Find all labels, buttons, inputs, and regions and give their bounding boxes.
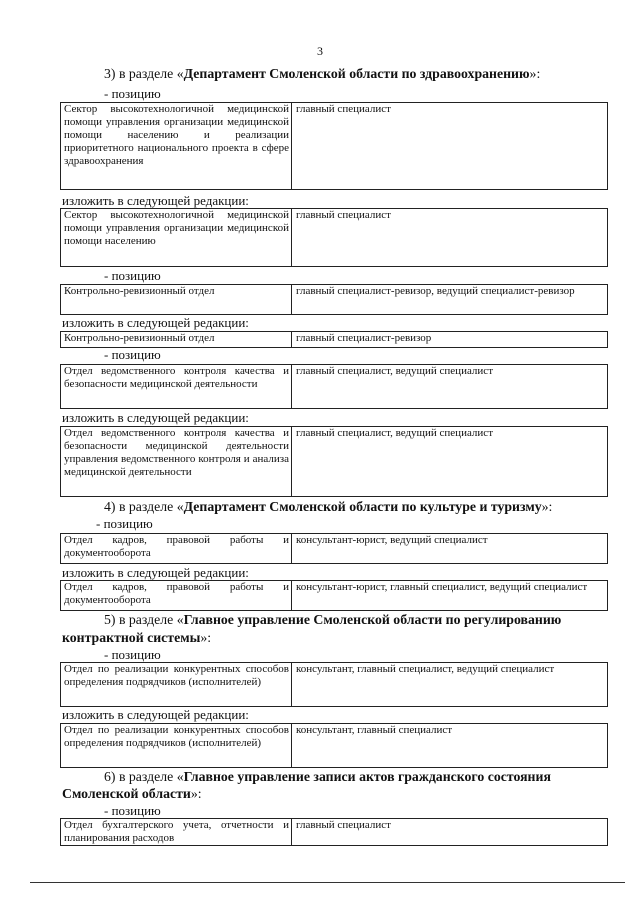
department-cell: Отдел ведомственного контроля качества и безопасности медицинской деятельности управления ведомственного контроля и анализа медицинской деятельности: [61, 427, 292, 496]
section-3-heading: 3) в разделе «Департамент Смоленской области по здравоохранению»:: [104, 66, 541, 81]
department-cell: Контрольно-ревизионный отдел: [61, 285, 292, 314]
table-row: [60, 208, 608, 267]
position-label: - позицию: [96, 516, 153, 531]
position-label: - позицию: [104, 803, 161, 818]
section-5-heading-line2: контрактной системы»:: [62, 630, 212, 645]
table-row: [60, 284, 608, 315]
edit-label: изложить в следующей редакции:: [62, 565, 249, 580]
page-number: 3: [317, 44, 323, 58]
edit-label: изложить в следующей редакции:: [62, 315, 249, 330]
department-cell: Отдел кадров, правовой работы и документооборота: [61, 534, 292, 563]
positions-cell: главный специалист: [296, 103, 391, 115]
positions-cell: главный специалист: [296, 819, 391, 831]
positions-cell: главный специалист, ведущий специалист: [296, 365, 494, 377]
table-row: [60, 426, 608, 497]
position-label: - позицию: [104, 268, 161, 283]
table-row: [60, 580, 608, 611]
position-label: - позицию: [104, 647, 161, 662]
edit-label: изложить в следующей редакции:: [62, 410, 249, 425]
department-cell: Отдел ведомственного контроля качества и безопасности медицинской деятельности: [61, 365, 292, 408]
edit-label: изложить в следующей редакции:: [62, 707, 249, 722]
positions-cell: главный специалист-ревизор: [296, 332, 432, 344]
positions-cell: консультант-юрист, ведущий специалист: [296, 534, 488, 546]
page-bottom-rule: [30, 882, 625, 883]
section-4-heading: 4) в разделе «Департамент Смоленской области по культуре и туризму»:: [104, 499, 553, 514]
department-cell: Сектор высокотехнологичной медицинской помощи управления организации медицинской помощи населению и реализации приоритетного национального проекта в сфере здравоохранения: [61, 103, 292, 189]
table-row: [60, 723, 608, 768]
positions-cell: консультант, главный специалист, ведущий специалист: [296, 663, 555, 675]
department-cell: Отдел по реализации конкурентных способов определения подрядчиков (исполнителей): [61, 724, 292, 767]
section-6-heading-line2: Смоленской области»:: [62, 786, 202, 801]
department-cell: Контрольно-ревизионный отдел: [61, 332, 292, 347]
section-6-heading-line1: 6) в разделе «Главное управление записи актов гражданского состояния: [104, 769, 551, 784]
positions-cell: главный специалист-ревизор, ведущий специалист-ревизор: [296, 285, 575, 297]
table-row: [60, 533, 608, 564]
positions-cell: главный специалист, ведущий специалист: [296, 427, 494, 439]
position-label: - позицию: [104, 347, 161, 362]
table-row: [60, 364, 608, 409]
table-row: [60, 331, 608, 348]
department-cell: Сектор высокотехнологичной медицинской помощи управления организации медицинской помощи населению: [61, 209, 292, 266]
department-cell: Отдел кадров, правовой работы и документооборота: [61, 581, 292, 610]
positions-cell: консультант, главный специалист: [296, 724, 453, 736]
position-label: - позицию: [104, 86, 161, 101]
department-cell: Отдел бухгалтерского учета, отчетности и планирования расходов: [61, 819, 292, 845]
department-cell: Отдел по реализации конкурентных способов определения подрядчиков (исполнителей): [61, 663, 292, 706]
table-row: [60, 662, 608, 707]
table-row: [60, 102, 608, 190]
table-row: [60, 818, 608, 846]
positions-cell: главный специалист: [296, 209, 391, 221]
edit-label: изложить в следующей редакции:: [62, 193, 249, 208]
section-5-heading-line1: 5) в разделе «Главное управление Смоленской области по регулированию: [104, 612, 562, 627]
positions-cell: консультант-юрист, главный специалист, ведущий специалист: [296, 581, 588, 593]
